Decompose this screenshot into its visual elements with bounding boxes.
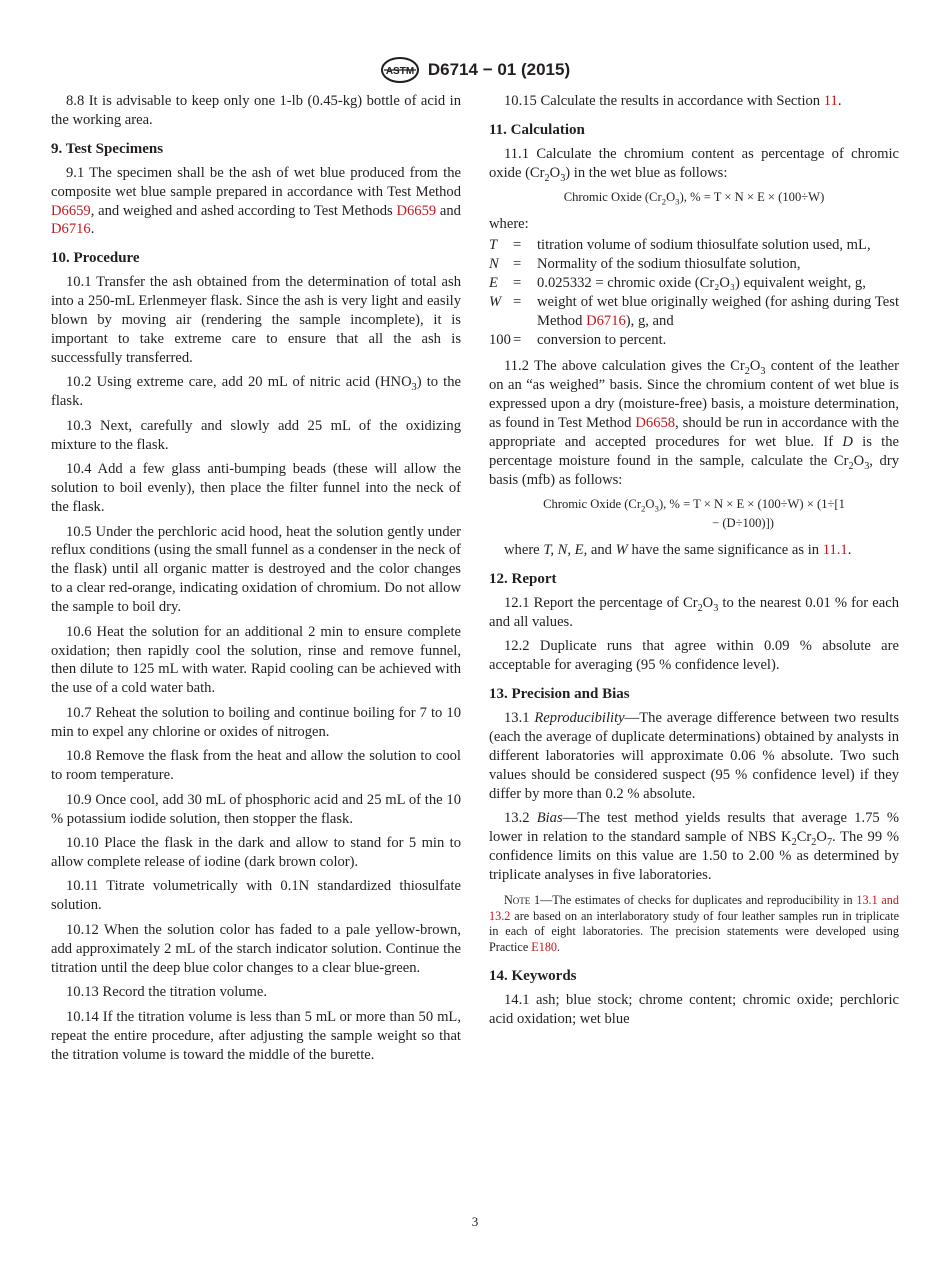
link-d6716[interactable]: D6716 [51, 221, 91, 238]
link-11-1[interactable]: 11.1 [822, 542, 848, 559]
definition-t: T = titration volume of sodium thiosulfate solution used, mL, [489, 237, 871, 254]
paragraph-10-13: 10.13 Record the titration volume. [66, 984, 268, 1001]
link-13-1-and-13-2[interactable]: 13.1 and 13.2 [489, 892, 899, 923]
paragraph-11-1: 11.1 Calculate the chromium content as percentage of chromic oxide $(Cr_2O_3)$ in the wet blue as follows: [489, 145, 899, 184]
paragraph-13-1: 13.1 Reproducibility—The average difference between two results (each the average of duplicate determinations) obtained by analysts in different laboratories will approximate 0.06 % absolute. Two such values should be considered suspect (95 % confidence level) if they differ by more than 0.2 % absolute. [489, 710, 900, 802]
paragraph-10-4: 10.4 Add a few glass anti-bumping beads (these will allow the solution to boil evenly), then place the filter funnel into the neck of the flask. [51, 461, 461, 515]
paragraph-10-6: 10.6 Heat the solution for an additional 2 min to ensure complete oxidation; then rapidly cool the solution, rinse and remove funnel, then dilute to 125 mL with water. Rapid cooling can be achieved with the use of a cold water bath. [51, 623, 461, 697]
paragraph-10-14: 10.14 If the titration volume is less than 5 mL or more than 50 mL, repeat the entire procedure, after adjusting the sample weight so that the titration volume is toward the middle of the burette. [51, 1008, 461, 1063]
paragraph-10-2: 10.2 Using extreme care, add 20 mL of nitric acid $(HNO_3)$ to the flask. [51, 374, 462, 410]
section-heading-12: 12. Report [489, 571, 557, 588]
note-1: Note 1—The estimates of checks for duplicates and reproducibility in 13.1 and 13.2 are based on an interlaboratory study of four leather samples run in triplicate in each of eight laboratories. The precision statements were developed using Practice E180. [489, 892, 899, 954]
section-heading-10: 10. Procedure [51, 250, 140, 267]
paragraph-12-1: 12.1 Report the percentage of $Cr_2O_3$ to the nearest 0.01 % for each and all values. [489, 595, 900, 630]
paragraph-8-8: 8.8 It is advisable to keep only one 1-lb (0.45-kg) bottle of acid in the working area. [51, 93, 461, 128]
right-column [489, 92, 899, 1035]
link-e180[interactable]: E180 [531, 939, 558, 954]
paragraph-10-9: 10.9 Once cool, add 30 mL of phosphoric acid and 25 mL of the 10 % potassium iodide solution, then stopper the flask. [51, 791, 461, 827]
link-section-11[interactable]: 11 [823, 93, 838, 109]
paragraph-10-15: 10.15 Calculate the results in accordance with Section 11. [504, 93, 842, 109]
section-heading-13: 13. Precision and Bias [489, 686, 630, 703]
paragraph-10-3: 10.3 Next, carefully and slowly add 25 mL of the oxidizing mixture to the flask. [51, 417, 461, 453]
section-heading-11: 11. Calculation [489, 121, 585, 138]
definition-e: E = 0.025332 = chromic oxide (Cr₂O₃) equivalent weight, g, [489, 274, 866, 291]
definition-w: W = weight of wet blue originally weighed (for ashing during Test Method D6716), g, and [489, 293, 899, 329]
paragraph-11-2: 11.2 The above calculation gives the $Cr_2O_3$ content of the leather on an “as weighed” basis. Since the chromium content of wet blue is expressed upon a dry (moisture-free) basis, a moisture determination, as found in Test Method D6658, should be run in accordance with the appropriate and accepted procedures for wet blue. If D is the percentage moisture found in the sample, calculate the $Cr_2O_3$, dry basis (mfb) as follows: [489, 358, 900, 488]
paragraph-10-8: 10.8 Remove the flask from the heat and allow the solution to cool to room temperature. [51, 748, 461, 784]
paragraph-10-5: 10.5 Under the perchloric acid hood, heat the solution gently under reflux conditions (using the small funnel as a condenser in the neck of the flask) until all organic matter is destroyed and the color changes to a clear red-orange, indicating oxidation of chromium. Do not allow the sample to boil dry. [51, 523, 461, 616]
equation-chromic-oxide: Chromic Oxide $(Cr_2O_3)$, % = T × N × E × (100÷W) [563, 190, 825, 207]
page-number: 3 [471, 1214, 479, 1229]
paragraph-14-1: 14.1 ash; blue stock; chrome content; chromic oxide; perchloric acid oxidation; wet blue [489, 992, 899, 1028]
paragraph-where-significance: where T, N, E, and W have the same significance as in 11.1. [504, 542, 852, 559]
paragraph-10-1: 10.1 Transfer the ash obtained from the determination of total ash into a 250-mL Erlenmeyer flask. Since the ash is very light and easily blown by moving air (rendering the sample incomplete), it is important to take extreme care to ensure that all the ash is successfully transferred. [51, 274, 461, 366]
logo-text: ASTM [385, 66, 415, 77]
link-d6659-second[interactable]: D6659 [396, 202, 437, 219]
page-header [0, 56, 950, 84]
paragraph-12-2: 12.2 Duplicate runs that agree within 0.09 % absolute are acceptable for averaging (95 % confidence level). [489, 638, 899, 674]
link-d6659[interactable]: D6659 [51, 202, 91, 219]
paragraph-10-7: 10.7 Reheat the solution to boiling and continue boiling for 7 to 10 min to expel any chlorine or oxides of nitrogen. [51, 704, 461, 740]
definition-100: 100 = conversion to percent. [489, 331, 667, 348]
left-column [51, 92, 461, 1070]
document-designation: D6714 − 01 (2015) [427, 60, 571, 79]
paragraph-10-12: 10.12 When the solution color has faded to a pale yellow-brown, add approximately 2 mL of the starch indicator solution. Continue the titration until the deep blue color changes to a clear blue-green. [51, 921, 461, 976]
astm-logo-icon [380, 56, 420, 84]
definition-n: N = Normality of the sodium thiosulfate solution, [489, 255, 801, 272]
link-d6716-calc[interactable]: D6716 [586, 312, 626, 329]
equation-chromic-oxide-dry: Chromic Oxide $(Cr_2O_3)$, % = T × N × E × (100÷W) × (1÷[1 − (D÷100)]) [543, 497, 845, 531]
paragraph-13-2: 13.2 Bias—The test method yields results that average 1.75 % lower in relation to the standard sample of NBS $K_2Cr_2O_7$. The 99 % confidence limits on this value are 1.50 to 2.00 % as determined by triplicate analyses in five laboratories. [489, 810, 899, 883]
link-d6658[interactable]: D6658 [635, 415, 676, 432]
section-heading-14: 14. Keywords [489, 968, 577, 985]
paragraph-10-10: 10.10 Place the flask in the dark and allow to stand for 5 min to allow complete release of iodine (dark brown color). [51, 835, 461, 870]
where-label: where: [489, 216, 529, 233]
paragraph-9-1: 9.1 The specimen shall be the ash of wet blue produced from the composite wet blue sample prepared in accordance with Test Method D6659, and weighed and ashed according to Test Methods D6659 and D6716. [51, 164, 461, 238]
variable-definitions [489, 236, 899, 349]
paragraph-10-11: 10.11 Titrate volumetrically with 0.1N standardized thiosulfate solution. [51, 878, 461, 914]
section-heading-9: 9. Test Specimens [51, 140, 164, 157]
